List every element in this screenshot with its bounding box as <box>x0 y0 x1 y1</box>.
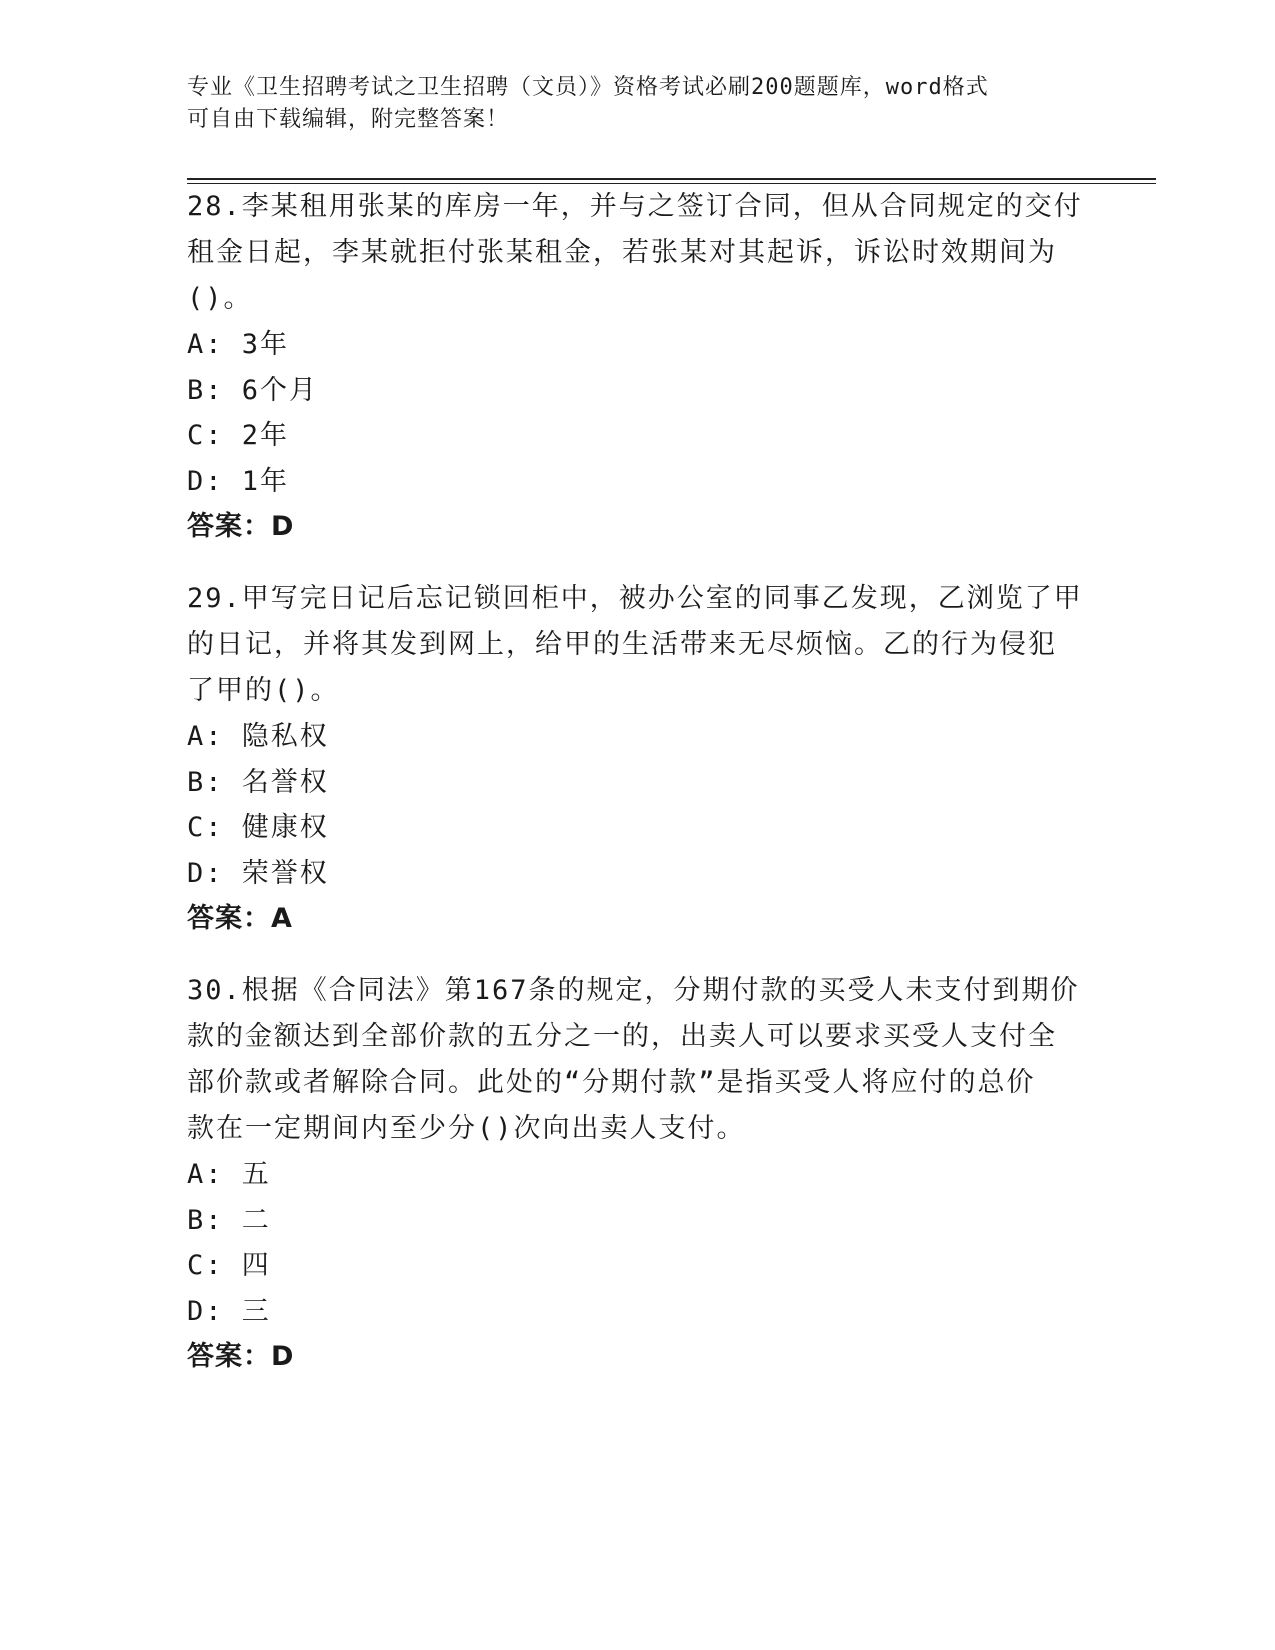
answer-label: 答案： <box>187 1341 271 1372</box>
option-b: B: 二 <box>187 1204 271 1236</box>
option-d: D: 1年 <box>187 465 290 497</box>
document-header <box>187 72 1067 136</box>
question-stem-line: 款在一定期间内至少分()次向出卖人支付。 <box>187 1113 746 1144</box>
header-divider-thick <box>187 178 1156 180</box>
option-a: A: 隐私权 <box>187 721 329 752</box>
option-d: D: 三 <box>187 1295 271 1327</box>
option-d: D: 荣誉权 <box>187 857 329 889</box>
answer-line <box>187 896 1087 942</box>
question-stem-line: 29.甲写完日记后忘记锁回柜中，被办公室的同事乙发现，乙浏览了甲 <box>187 583 1083 614</box>
option-c: C: 2年 <box>187 420 290 451</box>
answer-value: D <box>271 511 295 542</box>
option-c: C: 四 <box>187 1250 271 1281</box>
option-b: B: 名誉权 <box>187 766 329 798</box>
question-block <box>187 576 1087 942</box>
question-stem-line: 款的金额达到全部价款的五分之一的，出卖人可以要求买受人支付全 <box>187 1021 1057 1052</box>
answer-line <box>187 1334 1087 1380</box>
option-b: B: 6个月 <box>187 374 319 406</box>
question-stem-line: 30.根据《合同法》第167条的规定，分期付款的买受人未支付到期价 <box>187 975 1080 1006</box>
question-block <box>187 968 1087 1380</box>
question-stem-line: 的日记，并将其发到网上，给甲的生活带来无尽烦恼。乙的行为侵犯 <box>187 629 1057 660</box>
answer-line <box>187 504 1087 550</box>
answer-value: D <box>271 1341 295 1372</box>
question-stem-line: 租金日起，李某就拒付张某租金，若张某对其起诉，诉讼时效期间为 <box>187 237 1057 268</box>
option-c: C: 健康权 <box>187 812 329 843</box>
question-stem-line: 部价款或者解除合同。此处的“分期付款”是指买受人将应付的总价 <box>187 1067 1036 1098</box>
header-line-1: 专业《卫生招聘考试之卫生招聘（文员）》资格考试必刷200题题库，word格式 <box>187 75 989 100</box>
answer-value: A <box>271 903 293 934</box>
question-stem-line: 了甲的()。 <box>187 675 340 706</box>
question-stem-line: 28.李某租用张某的库房一年，并与之签订合同，但从合同规定的交付 <box>187 191 1083 222</box>
question-block <box>187 184 1087 550</box>
question-stem-line: ()。 <box>187 283 253 314</box>
option-a: A: 3年 <box>187 329 290 360</box>
answer-label: 答案： <box>187 903 271 934</box>
header-line-2: 可自由下载编辑，附完整答案！ <box>187 107 510 132</box>
option-a: A: 五 <box>187 1159 271 1190</box>
answer-label: 答案： <box>187 511 271 542</box>
